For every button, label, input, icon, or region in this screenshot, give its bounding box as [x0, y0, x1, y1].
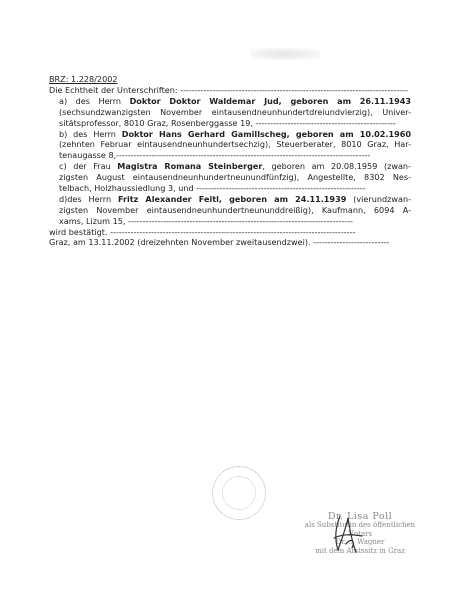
signatory-c-line3: telbach, Holzhaussiedlung 3, und ---------------------------------------------------------- [59, 182, 366, 193]
signatory-b-line1: b) des Herrn Doktor Hans Gerhard Gamillscheg, geboren am 10.02.1960 [59, 128, 412, 139]
signatory-a-line2: (sechsundzwanzigsten November eintausendneunhundertdreiundvierzig), Univer- [59, 106, 411, 117]
signatory-d-line2: zigsten November eintausendneunhundertneununddreißig), Kaufmann, 6094 A- [59, 204, 411, 215]
place-date-line: Graz, am 13.11.2002 (dreizehnten November zweitausendzwei). -------------------------- [49, 237, 390, 248]
signatory-b-name: Doktor Hans Gerhard Gamillscheg, geboren am 10.02.1960 [121, 128, 412, 139]
notary-stamp-role: als Substitutin des öffentlichen Notars [304, 521, 416, 538]
notary-stamp-name: Dr. Lisa Poll [327, 511, 393, 522]
signatory-b-line3: tenaugasse 8,--------------------------------------------------------------------------------------- [59, 150, 371, 161]
notary-stamp-seat: mit dem Amtssitz in Graz [315, 546, 405, 555]
signatory-c-line1: c) der Frau Magistra Romana Steinberger, geboren am 20.08.1959 (zwan- [59, 161, 411, 172]
intro-line: Die Echtheit der Unterschriften: ------------------------------------------------------------------------------ [49, 84, 409, 95]
scan-artifact [250, 48, 320, 60]
signatory-a-line1: a) des Herrn Doktor Doktor Waldemar Jud, geboren am 26.11.1943 [59, 95, 411, 106]
reference-number: BRZ: 1.228/2002 [49, 74, 118, 84]
signatory-a-name: Doktor Doktor Waldemar Jud, geboren am 26.11.1943 [129, 95, 411, 106]
signatory-c-line2: zigsten August eintausendneunhundertneunundfünfzig), Angestellte, 8302 Nes- [59, 172, 411, 183]
signatory-c-name: Magistra Romana Steinberger [117, 161, 263, 172]
confirmation-line: wird bestätigt. ------------------------------------------------------------------------------------ [49, 226, 356, 237]
signatory-d-line1: d)des Herrn Fritz Alexander Feitl, geboren am 24.11.1939 (vierundzwan- [59, 193, 411, 204]
signatory-d-name: Fritz Alexander Feitl, geboren am 24.11.1939 [117, 193, 347, 204]
signatory-b-line2: (zehnten Februar eintausendneunhundertsechzig), Steuerberater, 8010 Graz, Har- [59, 139, 411, 150]
certification-text [49, 74, 411, 248]
handwritten-signature [326, 508, 366, 558]
signatory-a-line3: sitätsprofessor, 8010 Graz, Rosenberggasse 19, ------------------------------------------------ [59, 117, 396, 128]
notary-stamp-notary: Dr. ... Wagner [335, 538, 385, 547]
embossed-seal-inner-ring [222, 476, 256, 510]
signatory-d-line3: xams, Lizum 15, ----------------------------------------------------------------------------- [59, 215, 353, 226]
